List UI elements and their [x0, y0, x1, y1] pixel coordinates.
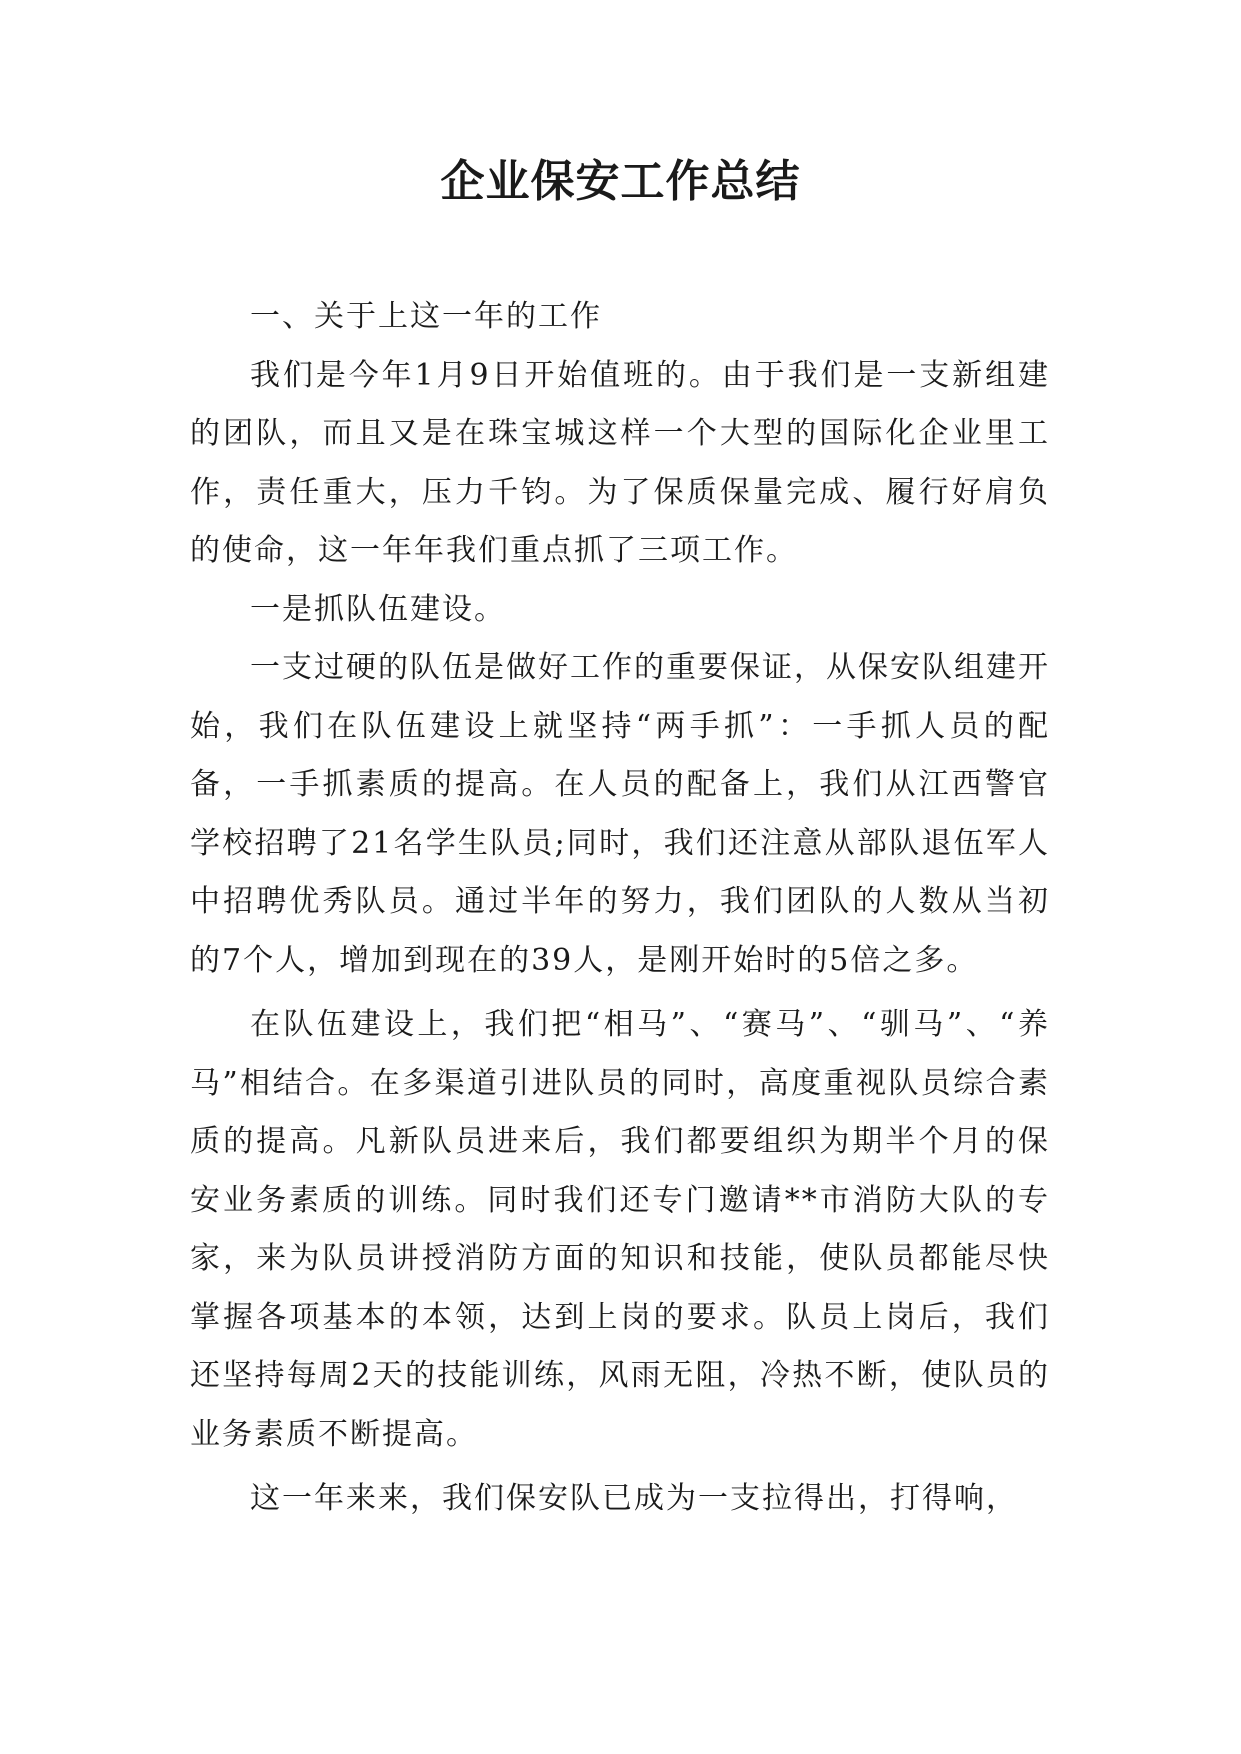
- paragraph-intro: 我们是今年1月9日开始值班的。由于我们是一支新组建的团队，而且又是在珠宝城这样一个大型的国际化企业里工作，责任重大，压力千钧。为了保质保量完成、履行好肩负的使命，这一年年我们重点抓了三项工作。: [190, 357, 1050, 568]
- paragraph-training: 在队伍建设上，我们把“相马”、“赛马”、“驯马”、“养马”相结合。在多渠道引进队员的同时，高度重视队员综合素质的提高。凡新队员进来后，我们都要组织为期半个月的保安业务素质的训练。同时我们还专门邀请**市消防大队的专家，来为队员讲授消防方面的知识和技能，使队员都能尽快掌握各项基本的本领，达到上岗的要求。队员上岗后，我们还坚持每周2天的技能训练，风雨无阻，冷热不断，使队员的业务素质不断提高。: [190, 1007, 1050, 1452]
- paragraph-point-one: 一是抓队伍建设。: [250, 591, 506, 627]
- document-title: 企业保安工作总结: [440, 156, 801, 207]
- document-body: [190, 288, 1050, 1529]
- section-heading: 一、关于上这一年的工作: [250, 299, 602, 334]
- paragraph-team-building: 一支过硬的队伍是做好工作的重要保证，从保安队组建开始，我们在队伍建设上就坚持“两手抓”：一手抓人员的配备，一手抓素质的提高。在人员的配备上，我们从江西警官学校招聘了21名学生队员;同时，我们还注意从部队退伍军人中招聘优秀队员。通过半年的努力，我们团队的人数从当初的7个人，增加到现在的39人，是刚开始时的5倍之多。: [190, 650, 1050, 978]
- paragraph-conclusion: 这一年来来，我们保安队已成为一支拉得出，打得响，: [250, 1481, 1018, 1516]
